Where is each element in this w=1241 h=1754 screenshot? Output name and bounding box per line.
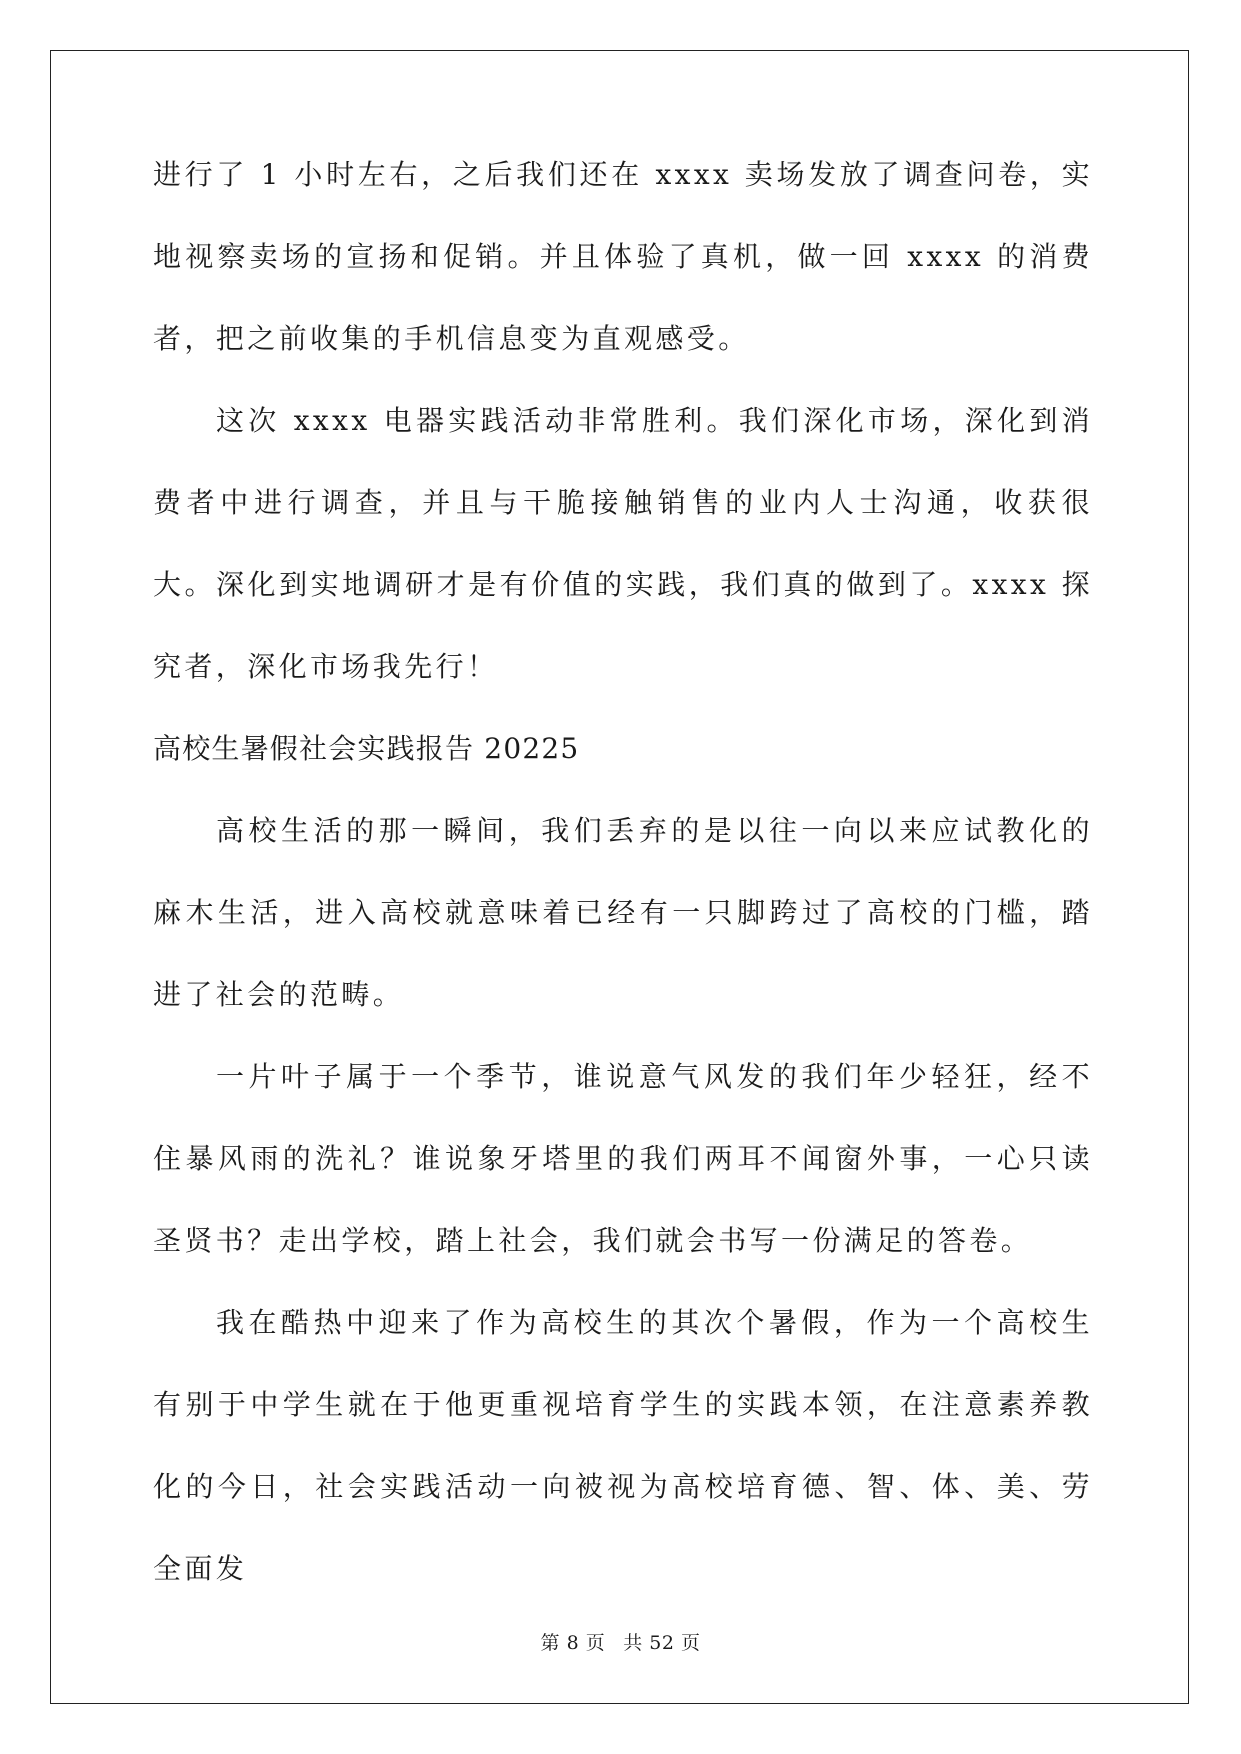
paragraph-4: 一片叶子属于一个季节，谁说意气风发的我们年少轻狂，经不住暴风雨的洗礼？谁说象牙塔里的我们两耳不闻窗外事，一心只读圣贤书？走出学校，踏上社会，我们就会书写一份满足的答卷。 [153, 1060, 1093, 1257]
paragraph-2: 这次 xxxx 电器实践活动非常胜利。我们深化市场，深化到消费者中进行调查，并且与干脆接触销售的业内人士沟通，收获很大。深化到实地调研才是有价值的实践，我们真的做到了。xxxx 探究者，深化市场我先行！ [153, 404, 1093, 683]
paragraph-5: 我在酷热中迎来了作为高校生的其次个暑假，作为一个高校生有别于中学生就在于他更重视培育学生的实践本领，在注意素养教化的今日，社会实践活动一向被视为高校培育德、智、体、美、劳全面发 [153, 1306, 1093, 1585]
paragraph-3: 高校生活的那一瞬间，我们丢弃的是以往一向以来应试教化的麻木生活，进入高校就意味着已经有一只脚跨过了高校的门槛，踏进了社会的范畴。 [153, 814, 1093, 1011]
total-pages-label: 共 52 页 [623, 1632, 701, 1654]
section-heading: 高校生暑假社会实践报告 20225 [153, 732, 580, 765]
page-footer [0, 1628, 1241, 1655]
current-page-label: 第 8 页 [540, 1632, 606, 1654]
document-body [153, 155, 1093, 1610]
paragraph-1: 进行了 1 小时左右，之后我们还在 xxxx 卖场发放了调查问卷，实地视察卖场的宣扬和促销。并且体验了真机，做一回 xxxx 的消费者，把之前收集的手机信息变为直观感受。 [153, 158, 1093, 355]
